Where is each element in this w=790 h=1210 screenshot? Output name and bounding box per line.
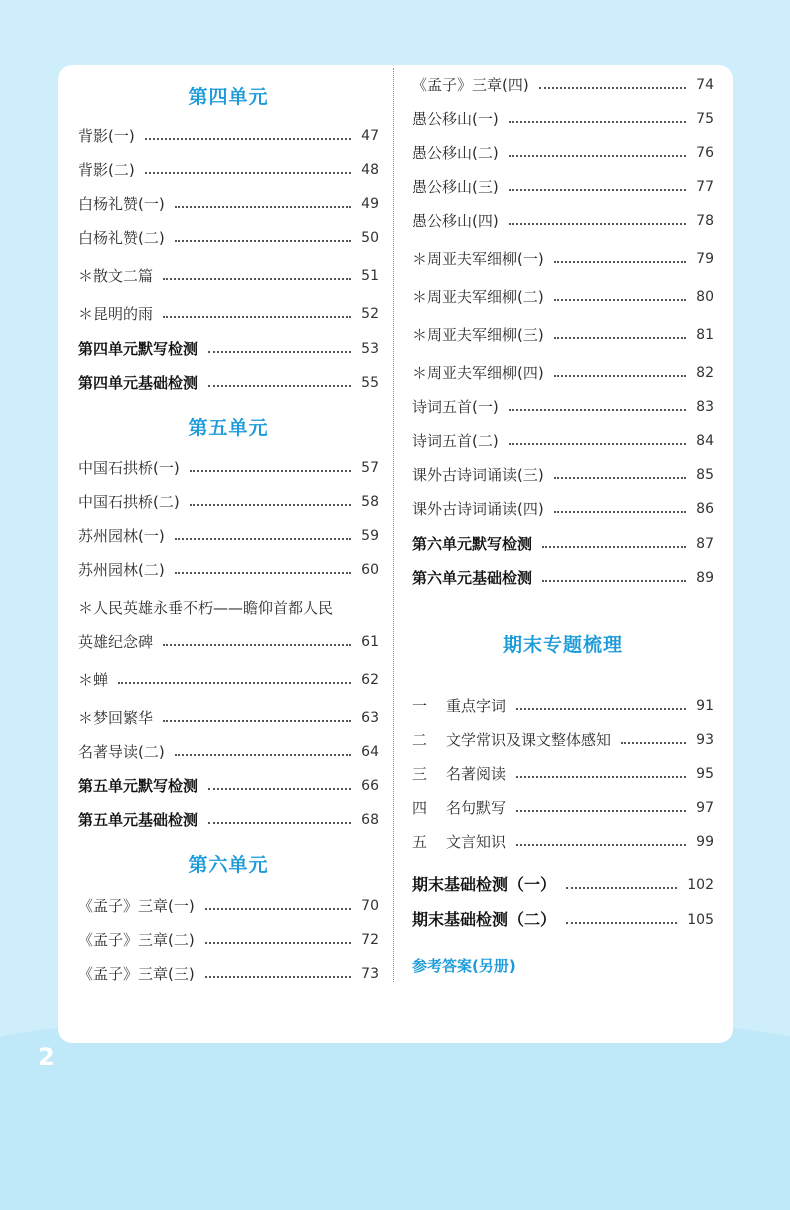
- toc-entry-page: 79: [696, 251, 714, 267]
- toc-entry-page: 66: [361, 778, 379, 794]
- toc-entry-title: 《孟子》三章(三): [78, 965, 195, 983]
- toc-entry-page: 48: [361, 162, 379, 178]
- toc-entry[interactable]: [412, 324, 714, 346]
- toc-entry[interactable]: [412, 763, 714, 785]
- toc-entry-page: 57: [361, 460, 379, 476]
- leader-dots: [175, 537, 351, 540]
- toc-entry-numeral: 四: [412, 799, 428, 817]
- toc-entry-title: 第四单元默写检测: [78, 340, 199, 358]
- toc-entry[interactable]: [412, 362, 714, 384]
- leader-dots: [539, 86, 686, 89]
- toc-entry-page: 97: [696, 800, 714, 816]
- toc-entry-title: ＊周亚夫军细柳(四): [412, 364, 544, 382]
- toc-entry-title: 期末基础检测（二）: [412, 910, 557, 929]
- toc-entry[interactable]: [412, 831, 714, 853]
- toc-entry[interactable]: [78, 125, 379, 147]
- toc-entry-final-test[interactable]: [412, 874, 714, 896]
- leader-dots: [205, 907, 351, 910]
- toc-entry-page: 50: [361, 230, 379, 246]
- toc-entry-page: 84: [696, 433, 714, 449]
- toc-entry[interactable]: [412, 248, 714, 270]
- leader-dots: [621, 741, 686, 744]
- toc-entry[interactable]: [78, 303, 379, 325]
- toc-entry-page: 47: [361, 128, 379, 144]
- toc-entry-page: 85: [696, 467, 714, 483]
- toc-entry-text: 重点字词: [446, 697, 507, 715]
- toc-entry-test[interactable]: [78, 372, 379, 394]
- toc-entry[interactable]: [412, 176, 714, 198]
- toc-entry[interactable]: [78, 159, 379, 181]
- leader-dots: [509, 154, 686, 157]
- leader-dots: [542, 545, 686, 548]
- leader-dots: [509, 188, 686, 191]
- toc-entry[interactable]: [412, 74, 714, 96]
- leader-dots: [566, 886, 677, 889]
- toc-entry[interactable]: [412, 142, 714, 164]
- toc-entry-title: 白杨礼赞(一): [78, 195, 165, 213]
- toc-entry-title: 第六单元默写检测: [412, 535, 533, 553]
- leader-dots: [516, 809, 686, 812]
- section-title-unit4: 第四单元: [188, 86, 269, 108]
- toc-entry-line1[interactable]: ＊人民英雄永垂不朽——瞻仰首都人民: [78, 599, 334, 617]
- toc-entry-title: 诗词五首(二): [412, 432, 499, 450]
- leader-dots: [542, 579, 686, 582]
- toc-entry-title: 诗词五首(一): [412, 398, 499, 416]
- answer-key-note: 参考答案(另册): [412, 957, 516, 975]
- toc-entry-page: 55: [361, 375, 379, 391]
- toc-entry-page: 61: [361, 634, 379, 650]
- toc-entry-title: 愚公移山(三): [412, 178, 499, 196]
- toc-entry-page: 73: [361, 966, 379, 982]
- leader-dots: [163, 643, 351, 646]
- leader-dots: [163, 277, 351, 280]
- toc-entry-numeral: 三: [412, 765, 428, 783]
- toc-entry-title: 愚公移山(四): [412, 212, 499, 230]
- toc-entry-title: ＊周亚夫军细柳(二): [412, 288, 544, 306]
- toc-entry[interactable]: [78, 963, 379, 985]
- toc-entry-page: 49: [361, 196, 379, 212]
- toc-entry[interactable]: [412, 210, 714, 232]
- toc-entry[interactable]: [78, 929, 379, 951]
- toc-entry-page: 60: [361, 562, 379, 578]
- leader-dots: [205, 975, 351, 978]
- leader-dots: [509, 442, 686, 445]
- toc-entry-title: ＊周亚夫军细柳(三): [412, 326, 544, 344]
- toc-entry[interactable]: [412, 108, 714, 130]
- toc-entry-page: 51: [361, 268, 379, 284]
- toc-entry-page: 77: [696, 179, 714, 195]
- toc-entry-title: 背影(二): [78, 161, 135, 179]
- toc-entry-page: 91: [696, 698, 714, 714]
- toc-entry-page: 59: [361, 528, 379, 544]
- leader-dots: [208, 350, 351, 353]
- leader-dots: [516, 707, 686, 710]
- toc-entry-test[interactable]: [412, 567, 714, 589]
- leader-dots: [509, 222, 686, 225]
- toc-entry-text: 名著阅读: [446, 765, 507, 783]
- toc-entry-title: ＊周亚夫军细柳(一): [412, 250, 544, 268]
- toc-entry[interactable]: [412, 695, 714, 717]
- toc-entry-title: 愚公移山(二): [412, 144, 499, 162]
- leader-dots: [554, 476, 686, 479]
- leader-dots: [509, 120, 686, 123]
- toc-entry-title: 白杨礼赞(二): [78, 229, 165, 247]
- toc-entry-page: 93: [696, 732, 714, 748]
- toc-entry-test[interactable]: [78, 775, 379, 797]
- toc-entry-text: 文言知识: [446, 833, 507, 851]
- leader-dots: [554, 298, 686, 301]
- leader-dots: [554, 336, 686, 339]
- toc-entry-page: 87: [696, 536, 714, 552]
- toc-entry[interactable]: [78, 457, 379, 479]
- toc-entry-title: [412, 831, 506, 853]
- toc-entry-page: 53: [361, 341, 379, 357]
- leader-dots: [175, 205, 351, 208]
- leader-dots: [175, 753, 351, 756]
- leader-dots: [175, 571, 351, 574]
- toc-entry-title: ＊昆明的雨: [78, 305, 154, 323]
- toc-entry-title: 中国石拱桥(一): [78, 459, 180, 477]
- toc-entry-final-test[interactable]: [412, 909, 714, 931]
- toc-entry-page: 81: [696, 327, 714, 343]
- toc-entry-title: 第四单元基础检测: [78, 374, 199, 392]
- leader-dots: [554, 260, 686, 263]
- toc-entry-page: 83: [696, 399, 714, 415]
- toc-entry-title: 背影(一): [78, 127, 135, 145]
- section-title-unit6: 第六单元: [188, 854, 269, 876]
- toc-entry-page: 82: [696, 365, 714, 381]
- leader-dots: [190, 503, 351, 506]
- toc-entry-numeral: 一: [412, 697, 428, 715]
- toc-entry[interactable]: [78, 895, 379, 917]
- toc-entry-numeral: 二: [412, 731, 428, 749]
- toc-entry-page: 52: [361, 306, 379, 322]
- toc-entry[interactable]: [78, 741, 379, 763]
- toc-entry-page: 63: [361, 710, 379, 726]
- toc-entry[interactable]: [78, 265, 379, 287]
- toc-entry-title: ＊梦回繁华: [78, 709, 154, 727]
- leader-dots: [205, 941, 351, 944]
- toc-entry[interactable]: [412, 396, 714, 418]
- toc-entry-page: 64: [361, 744, 379, 760]
- toc-entry[interactable]: [78, 227, 379, 249]
- toc-entry-page: 105: [687, 912, 714, 928]
- toc-entry[interactable]: [412, 464, 714, 486]
- toc-entry-page: 72: [361, 932, 379, 948]
- toc-entry[interactable]: [412, 430, 714, 452]
- toc-entry-title: ＊散文二篇: [78, 267, 154, 285]
- leader-dots: [509, 408, 686, 411]
- toc-entry-title: 苏州园林(一): [78, 527, 165, 545]
- toc-entry-page: 62: [361, 672, 379, 688]
- toc-entry[interactable]: [78, 525, 379, 547]
- toc-entry[interactable]: [412, 498, 714, 520]
- toc-entry-test[interactable]: [412, 533, 714, 555]
- toc-entry-title: 中国石拱桥(二): [78, 493, 180, 511]
- leader-dots: [208, 821, 351, 824]
- toc-entry-test[interactable]: [78, 809, 379, 831]
- leader-dots: [566, 921, 677, 924]
- toc-entry[interactable]: [412, 729, 714, 751]
- toc-entry-title: 第五单元基础检测: [78, 811, 199, 829]
- toc-entry[interactable]: [78, 707, 379, 729]
- toc-entry-page: 74: [696, 77, 714, 93]
- toc-entry-page: 70: [361, 898, 379, 914]
- toc-entry-title: 期末基础检测（一）: [412, 875, 557, 894]
- toc-entry[interactable]: [78, 193, 379, 215]
- toc-entry-numeral: 五: [412, 833, 428, 851]
- toc-entry-title: 第五单元默写检测: [78, 777, 199, 795]
- leader-dots: [190, 469, 351, 472]
- leader-dots: [208, 787, 351, 790]
- toc-entry-page: 95: [696, 766, 714, 782]
- toc-entry[interactable]: [412, 286, 714, 308]
- leader-dots: [175, 239, 351, 242]
- section-title-unit5: 第五单元: [188, 417, 269, 439]
- toc-entry-test[interactable]: [78, 338, 379, 360]
- toc-entry-title: 苏州园林(二): [78, 561, 165, 579]
- toc-entry-page: 80: [696, 289, 714, 305]
- toc-entry-page: 68: [361, 812, 379, 828]
- toc-entry[interactable]: [78, 559, 379, 581]
- toc-entry-title: 第六单元基础检测: [412, 569, 533, 587]
- toc-entry-title: ＊蝉: [78, 671, 109, 689]
- toc-entry-text: 名句默写: [446, 799, 507, 817]
- toc-entry[interactable]: [78, 669, 379, 691]
- leader-dots: [145, 137, 351, 140]
- leader-dots: [163, 719, 351, 722]
- toc-entry-page: 75: [696, 111, 714, 127]
- toc-entry-title: 课外古诗词诵读(三): [412, 466, 544, 484]
- leader-dots: [554, 510, 686, 513]
- toc-entry-title: [412, 797, 506, 819]
- toc-entry-page: 86: [696, 501, 714, 517]
- toc-entry-title: 《孟子》三章(一): [78, 897, 195, 915]
- toc-entry-page: 102: [687, 877, 714, 893]
- toc-entry-title: [412, 763, 506, 785]
- toc-entry-text: 文学常识及课文整体感知: [446, 731, 612, 749]
- toc-entry-page: 58: [361, 494, 379, 510]
- leader-dots: [163, 315, 351, 318]
- toc-entry[interactable]: [78, 631, 379, 653]
- toc-entry-title: 愚公移山(一): [412, 110, 499, 128]
- toc-entry[interactable]: [78, 491, 379, 513]
- section-title-final-review: 期末专题梳理: [502, 634, 623, 656]
- page-number: 2: [38, 1043, 55, 1071]
- toc-entry-title: [412, 729, 611, 751]
- toc-entry-title: 英雄纪念碑: [78, 633, 154, 651]
- leader-dots: [516, 843, 686, 846]
- leader-dots: [145, 171, 351, 174]
- leader-dots: [118, 681, 351, 684]
- toc-entry[interactable]: [412, 797, 714, 819]
- toc-entry-page: 78: [696, 213, 714, 229]
- leader-dots: [516, 775, 686, 778]
- leader-dots: [208, 384, 351, 387]
- toc-entry-title: 《孟子》三章(四): [412, 76, 529, 94]
- toc-entry-title: 课外古诗词诵读(四): [412, 500, 544, 518]
- toc-entry-page: 99: [696, 834, 714, 850]
- toc-entry-title: [412, 695, 506, 717]
- leader-dots: [554, 374, 686, 377]
- toc-entry-title: 《孟子》三章(二): [78, 931, 195, 949]
- toc-entry-page: 76: [696, 145, 714, 161]
- toc-entry-page: 89: [696, 570, 714, 586]
- column-divider: [393, 68, 394, 982]
- toc-entry-title: 名著导读(二): [78, 743, 165, 761]
